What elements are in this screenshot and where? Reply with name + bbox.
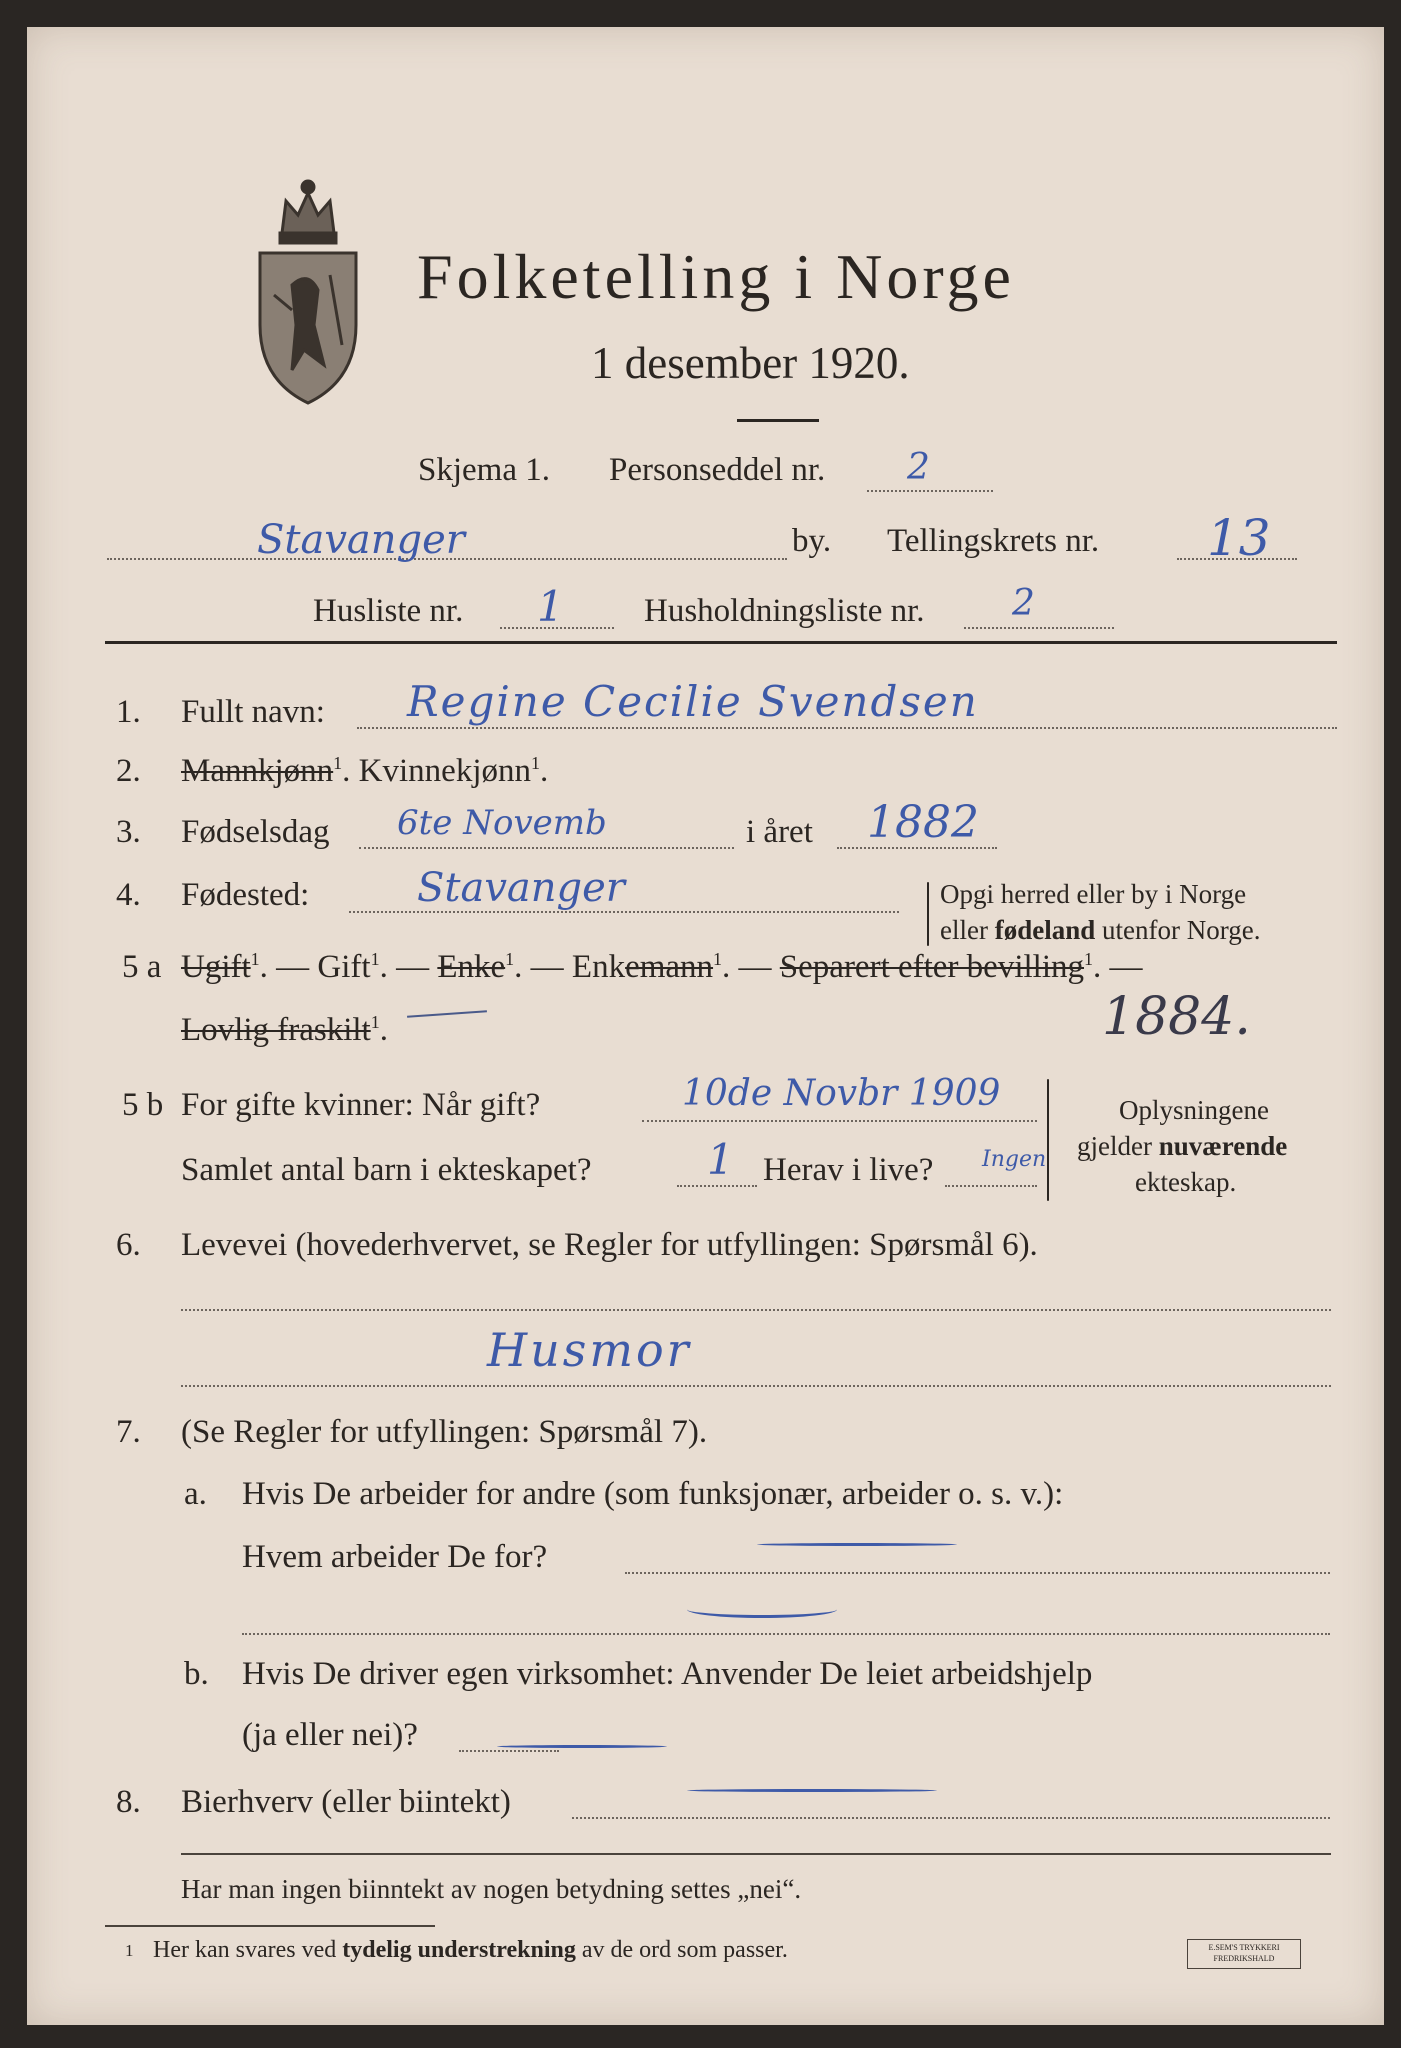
kvinnekjonn-option: Kvinnekjønn bbox=[358, 753, 531, 789]
husliste-label: Husliste nr. bbox=[313, 593, 464, 629]
q7b-question: (ja eller nei)? bbox=[242, 1717, 418, 1753]
fraskilt-pen-mark bbox=[407, 1010, 487, 1018]
q7a-field-line bbox=[625, 1572, 1330, 1574]
husholdning-value: 2 bbox=[1012, 583, 1035, 624]
q5b-note-brace bbox=[1047, 1079, 1049, 1201]
husholdning-field-line bbox=[964, 627, 1114, 629]
husholdning-label: Husholdningsliste nr. bbox=[644, 593, 925, 629]
q7b-text: Hvis De driver egen virksomhet: Anvender De leiet arbeidshjelp bbox=[242, 1656, 1093, 1692]
separert-option: Separert efter bevilling bbox=[779, 949, 1084, 985]
by-label: by. bbox=[792, 523, 832, 559]
q5b-note-line2: gjelder nuværende bbox=[1077, 1131, 1288, 1161]
q6-number: 6. bbox=[116, 1227, 141, 1263]
q4-note-line1: Opgi herred eller by i Norge bbox=[940, 879, 1247, 909]
q7a-question: Hvem arbeider De for? bbox=[242, 1539, 548, 1575]
footer-note: Har man ingen biinntekt av nogen betydning settes „nei“. bbox=[181, 1874, 802, 1904]
barn-value: 1 bbox=[707, 1135, 734, 1184]
printer-mark: E.SEM'S TRYKKERI FREDRIKSHALD bbox=[1187, 1939, 1301, 1969]
q8-label: Bierhverv (eller biintekt) bbox=[181, 1784, 511, 1820]
footnote-rule bbox=[105, 1925, 435, 1927]
footnote-number: 1 bbox=[125, 1941, 134, 1960]
tellingskrets-value: 13 bbox=[1207, 509, 1271, 567]
census-date: 1 desember 1920. bbox=[591, 338, 910, 388]
footer-divider bbox=[181, 1853, 1331, 1855]
q8-pen-stroke bbox=[687, 1789, 937, 1792]
q5b-note-line3: ekteskap. bbox=[1135, 1167, 1237, 1197]
fraskilt-option: Lovlig fraskilt bbox=[181, 1012, 371, 1048]
q7a-letter: a. bbox=[184, 1476, 207, 1512]
q3-label: Fødselsdag bbox=[181, 814, 330, 850]
q5a-number: 5 a bbox=[122, 949, 162, 985]
city-value: Stavanger bbox=[257, 517, 465, 563]
q7b-pen-stroke bbox=[497, 1745, 667, 1748]
ilive-field-line bbox=[945, 1185, 1037, 1187]
q7a-pen-stroke-2 bbox=[687, 1601, 837, 1618]
q5b-note-line1: Oplysningene bbox=[1119, 1095, 1269, 1125]
q6-field-line-1 bbox=[181, 1309, 1331, 1311]
q7b-field-line bbox=[459, 1750, 559, 1752]
q1-number: 1. bbox=[116, 694, 141, 730]
census-form-page bbox=[27, 27, 1384, 2025]
q2-number: 2. bbox=[116, 753, 141, 789]
q7b-letter: b. bbox=[184, 1656, 209, 1692]
q5b-label: For gifte kvinner: Når gift? bbox=[181, 1087, 541, 1123]
ugift-option: Ugift bbox=[181, 949, 251, 985]
q7a-pen-stroke bbox=[757, 1543, 957, 1546]
page-title: Folketelling i Norge bbox=[417, 241, 1015, 312]
ilive-label: Herav i live? bbox=[763, 1152, 934, 1188]
q7-label: (Se Regler for utfyllingen: Spørsmål 7). bbox=[181, 1414, 708, 1450]
enke-option: Enke bbox=[437, 949, 506, 985]
q3-number: 3. bbox=[116, 814, 141, 850]
mannkjonn-footnote-mark: 1 bbox=[333, 753, 343, 773]
q1-value: Regine Cecilie Svendsen bbox=[407, 677, 979, 726]
header-divider bbox=[105, 641, 1337, 644]
skjema-label: Skjema 1. bbox=[418, 452, 550, 488]
q7a-text: Hvis De arbeider for andre (som funksjonær, arbeider o. s. v.): bbox=[242, 1476, 1064, 1512]
personseddel-field-line bbox=[867, 490, 993, 492]
q7a-field-line-2 bbox=[242, 1633, 1330, 1635]
tellingskrets-label: Tellingskrets nr. bbox=[887, 523, 1100, 559]
q6-value: Husmor bbox=[487, 1323, 692, 1377]
aret-label: i året bbox=[746, 814, 813, 850]
q6-label: Levevei (hovederhvervet, se Regler for utfyllingen: Spørsmål 6). bbox=[181, 1227, 1038, 1263]
q2-end-dot: . bbox=[540, 753, 549, 789]
q1-field-line bbox=[357, 727, 1337, 729]
q4-value: Stavanger bbox=[417, 865, 625, 911]
ilive-value: Ingen bbox=[982, 1147, 1047, 1172]
barn-field-line bbox=[677, 1185, 757, 1187]
q4-label: Fødested: bbox=[181, 877, 310, 913]
gift-option: Gift bbox=[317, 949, 371, 985]
mannkjonn-option: Mannkjønn bbox=[181, 753, 334, 789]
q2-options: Mannkjønn$^1$. Kvinnekjønn$^1$. bbox=[181, 753, 549, 789]
q8-number: 8. bbox=[116, 1784, 141, 1820]
kvinnekjonn-footnote-mark: 1 bbox=[531, 753, 540, 773]
q7-number: 7. bbox=[116, 1414, 141, 1450]
q5b-value: 10de Novbr 1909 bbox=[682, 1073, 1001, 1114]
husliste-value: 1 bbox=[537, 582, 564, 631]
q8-field-line bbox=[572, 1817, 1330, 1819]
enkemann-option: Enkemann bbox=[571, 949, 714, 985]
q4-number: 4. bbox=[116, 877, 141, 913]
q5b-number: 5 b bbox=[122, 1087, 164, 1123]
title-rule bbox=[737, 419, 819, 422]
barn-label: Samlet antal barn i ekteskapet? bbox=[181, 1152, 592, 1188]
coat-of-arms-icon bbox=[252, 175, 364, 405]
q1-label: Fullt navn: bbox=[181, 694, 325, 730]
q5a-options: Ugift$^1$. — Gift$^1$. — Enke$^1$. — Enkemann$^1$. — Separert efter bevilling$^1$. — bbox=[181, 949, 1143, 985]
q5a-options-line2: Lovlig fraskilt$^1$. bbox=[181, 1012, 388, 1048]
margin-note: 1884. bbox=[1102, 987, 1251, 1047]
q3-field-line bbox=[359, 847, 734, 849]
personseddel-value: 2 bbox=[907, 447, 930, 488]
q4-note-line2: eller fødeland utenfor Norge. bbox=[940, 915, 1261, 945]
personseddel-label: Personseddel nr. bbox=[609, 452, 826, 488]
aret-value: 1882 bbox=[867, 797, 979, 848]
footnote-text: Her kan svares ved tydelig understrekning av de ord som passer. bbox=[153, 1937, 788, 1963]
q6-field-line-2 bbox=[181, 1385, 1331, 1387]
q4-note-brace bbox=[927, 882, 929, 946]
q4-field-line bbox=[349, 911, 899, 913]
q3-value: 6te Novemb bbox=[397, 803, 607, 843]
q5b-field-line bbox=[642, 1120, 1037, 1122]
